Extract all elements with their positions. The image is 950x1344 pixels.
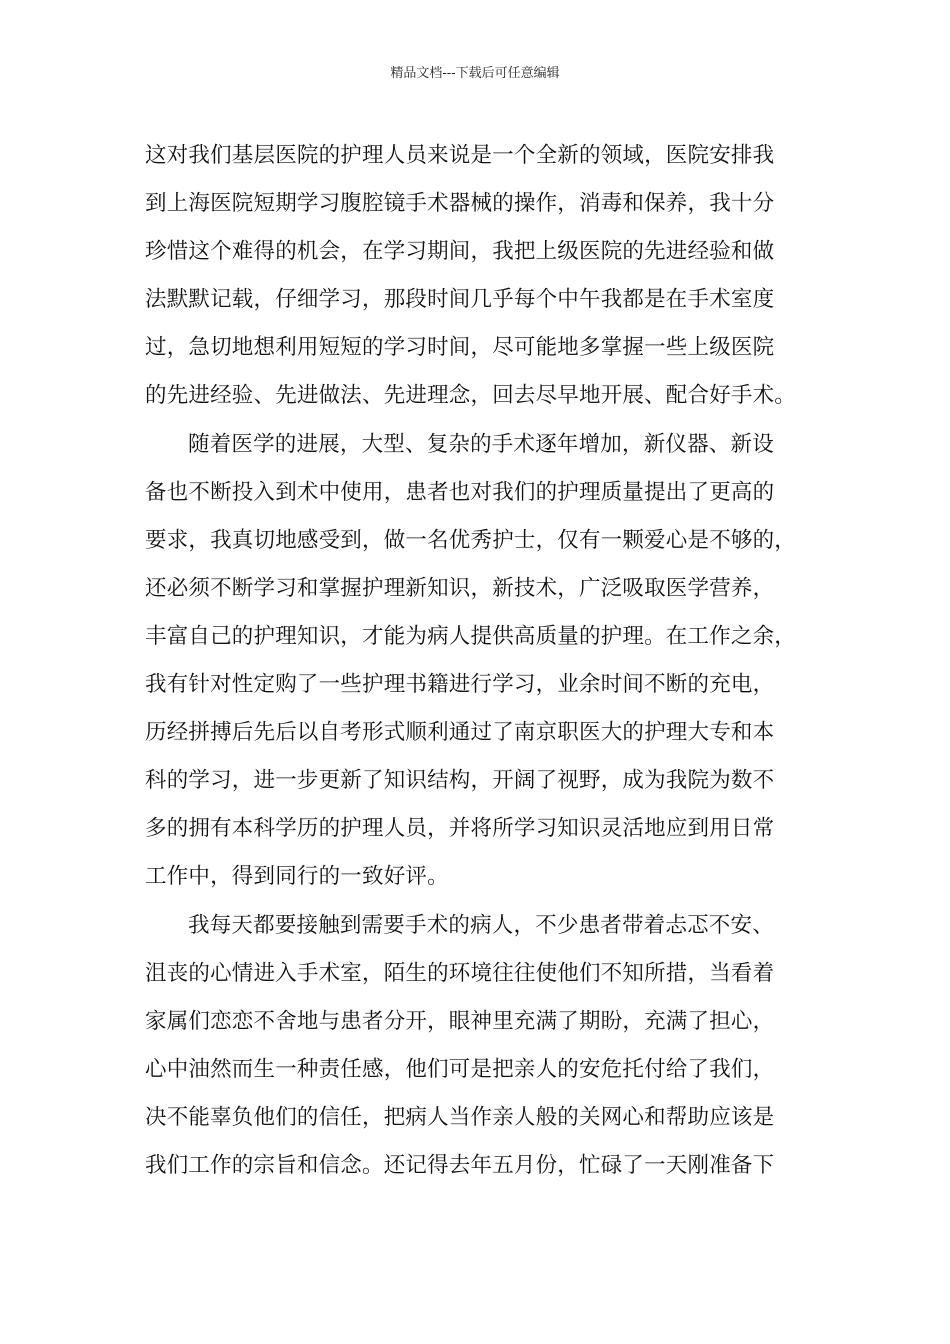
text-line: 我们工作的宗旨和信念。还记得去年五月份，忙碌了一天刚准备下 [145, 1152, 775, 1178]
text-line: 珍惜这个难得的机会，在学习期间，我把上级医院的先进经验和做 [145, 239, 775, 265]
text-line: 这对我们基层医院的护理人员来说是一个全新的领域，医院安排我 [145, 143, 775, 168]
paragraph-start-line: 我每天都要接触到需要手术的病人，不少患者带着忐忑不安、 [188, 912, 774, 938]
text-line: 家属们恋恋不舍地与患者分开，眼神里充满了期盼，充满了担心， [145, 1008, 775, 1034]
text-line: 要求，我真切地感受到，做一名优秀护士，仅有一颗爱心是不够的， [145, 527, 797, 553]
text-line: 历经拼搏后先后以自考形式顺利通过了南京职医大的护理大专和本 [145, 720, 775, 746]
text-line: 工作中，得到同行的一致好评。 [145, 864, 449, 890]
text-line: 的先进经验、先进做法、先进理念，回去尽早地开展、配合好手术。 [145, 383, 797, 409]
text-line: 科的学习，进一步更新了知识结构，开阔了视野，成为我院为数不 [145, 768, 775, 794]
page-header: 精品文档---下载后可任意编辑 [390, 66, 560, 81]
paragraph-start-line: 随着医学的进展，大型、复杂的手术逐年增加，新仪器、新设 [188, 431, 774, 457]
text-line: 到上海医院短期学习腹腔镜手术器械的操作，消毒和保养，我十分 [145, 191, 775, 217]
text-line: 过，急切地想利用短短的学习时间，尽可能地多掌握一些上级医院 [145, 335, 775, 361]
document-body [145, 132, 825, 1190]
text-line: 决不能辜负他们的信任，把病人当作亲人般的关网心和帮助应该是 [145, 1104, 775, 1130]
text-line: 法默默记载，仔细学习，那段时间几乎每个中午我都是在手术室度 [145, 287, 775, 313]
text-line: 多的拥有本科学历的护理人员，并将所学习知识灵活地应到用日常 [145, 816, 775, 842]
text-line: 我有针对性定购了一些护理书籍进行学习，业余时间不断的充电， [145, 672, 775, 698]
text-line: 沮丧的心情进入手术室，陌生的环境往往使他们不知所措，当看着 [145, 960, 775, 986]
text-line: 丰富自己的护理知识，才能为病人提供高质量的护理。在工作之余， [145, 623, 797, 649]
text-line: 心中油然而生一种责任感，他们可是把亲人的安危托付给了我们， [145, 1056, 775, 1082]
text-line: 还必须不断学习和掌握护理新知识，新技术，广泛吸取医学营养， [145, 575, 775, 601]
text-line: 备也不断投入到术中使用，患者也对我们的护理质量提出了更高的 [145, 479, 775, 505]
